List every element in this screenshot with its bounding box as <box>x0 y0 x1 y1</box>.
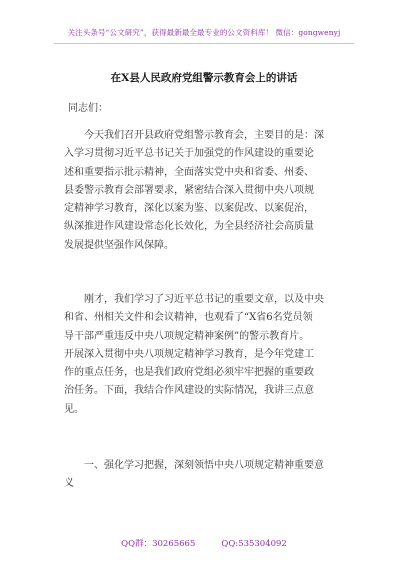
salutation: 同志们： <box>68 103 108 114</box>
paragraph-3 <box>64 457 354 494</box>
paragraph-line: 刚才，我们学习了习近平总书记的重要文章，以及中央 <box>84 294 324 305</box>
paragraph-line: 发展提供坚强作风保障。 <box>64 239 174 251</box>
paragraph-line: 见。 <box>64 403 84 415</box>
paragraph-line: 作的重点任务，也是我们政府党组必须牢牢把握的重要政 <box>64 367 314 379</box>
paragraph-line: 治任务。下面，我结合作风建设的实际情况，我讲三点意 <box>64 385 314 397</box>
paragraph-line: 述和重要指示批示精神，全面落实党中央和省委、州委、 <box>64 166 314 178</box>
footer-qq-group: QQ群：30265665 <box>121 539 196 549</box>
paragraph-line: 一、强化学习把握，深刻领悟中央八项规定精神重要意 <box>84 460 324 471</box>
paragraph-line: 定精神学习教育，深化以案为鉴、以案促改、以案促治， <box>64 203 314 215</box>
paragraph-line: 开展深入贯彻中央八项规定精神学习教育，是今年党建工 <box>64 348 314 360</box>
paragraph-line: 纵深推进作风建设常态化长效化，为全县经济社会高质量 <box>64 221 314 233</box>
header-promo-note: 关注头条号“公文研究”，获得最新最全最专业的公文资料库！ 微信：gongwenyj <box>67 28 341 37</box>
header-divider <box>54 43 354 44</box>
paragraph-line: 入学习贯彻习近平总书记关于加强党的作风建设的重要论 <box>64 148 314 160</box>
paragraph-line: 导干部严重违反中央八项规定精神案例”的警示教育片。 <box>64 330 310 342</box>
footer-qq: QQ:535304092 <box>221 539 287 549</box>
paragraph-line: 义 <box>64 478 74 490</box>
paragraph-2 <box>64 291 354 419</box>
document-title: 在X县人民政府党组警示教育会上的讲话 <box>110 72 298 84</box>
footer-contact <box>0 537 408 549</box>
paragraph-1 <box>64 127 354 255</box>
paragraph-line: 县委警示教育会部署要求，紧密结合深入贯彻中央八项规 <box>64 184 314 196</box>
paragraph-line: 和省、州相关文件和会议精神，也观看了“X省6名党员领 <box>64 312 313 324</box>
paragraph-line: 今天我们召开县政府党组警示教育会，主要目的是：深 <box>84 130 324 141</box>
